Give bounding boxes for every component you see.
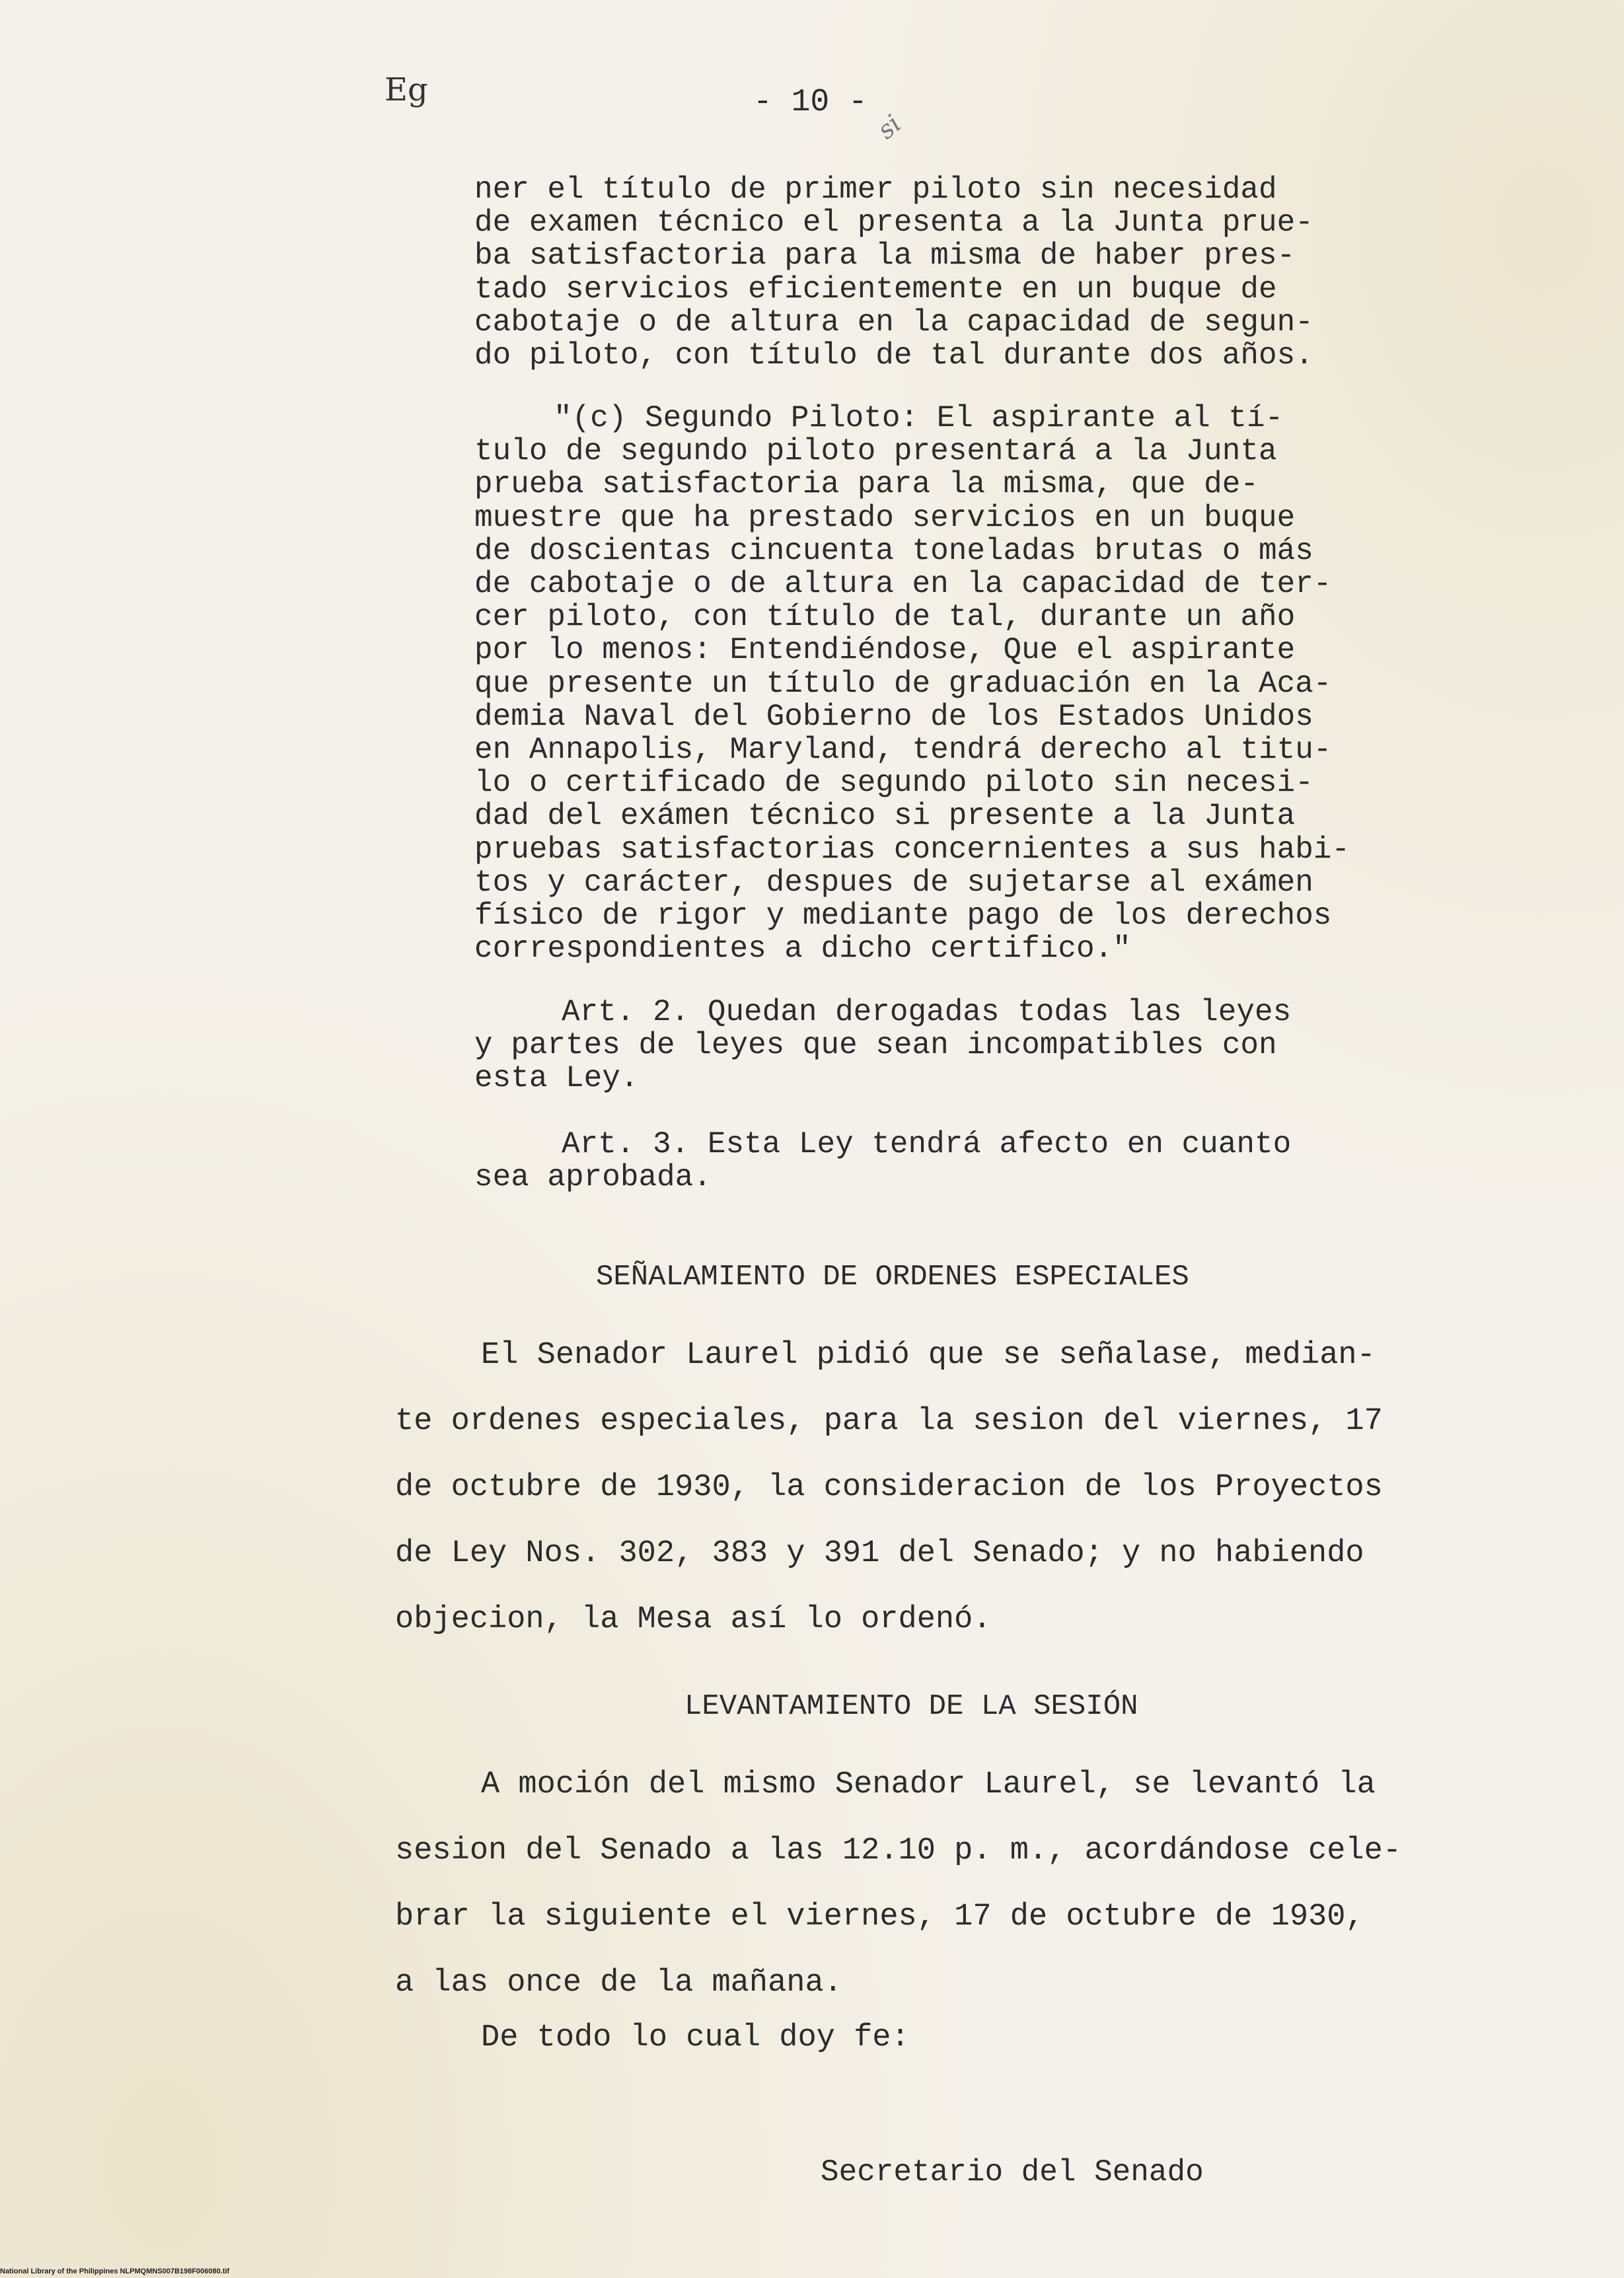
text-line: en Annapolis, Maryland, tendrá derecho al titu- (474, 733, 1332, 768)
text-line: objecion, la Mesa así lo ordenó. (395, 1602, 992, 1637)
text-line: de examen técnico el presenta a la Junta prue- (474, 205, 1313, 240)
text-line: muestre que ha prestado servicios en un buque (474, 500, 1296, 535)
paragraph-levantamiento (395, 1752, 1401, 2016)
text-line: Art. 2. Quedan derogadas todas las leyes (562, 995, 1292, 1029)
text-line: do piloto, con título de tal durante dos años. (474, 338, 1313, 373)
archive-footer: National Library of the Philippines NLPMQMNS007B198F006080.tif (0, 2267, 230, 2275)
text-line: por lo menos: Entendiéndose, Que el aspirante (474, 633, 1296, 668)
paragraph-ordenes-especiales (395, 1323, 1383, 1653)
text-line: a las once de la mañana. (395, 1966, 842, 2001)
text-line: El Senador Laurel pidió que se señalase, median- (481, 1338, 1376, 1373)
text-line: esta Ley. (474, 1061, 639, 1096)
page-number: - 10 - (753, 85, 867, 120)
text-line: brar la siguiente el viernes, 17 de octubre de 1930, (395, 1899, 1364, 1934)
text-line: correspondientes a dicho certifico." (474, 932, 1131, 967)
typist-initials: Eg (385, 71, 428, 108)
text-line: ner el título de primer piloto sin necesidad (474, 172, 1277, 207)
paragraph-2 (474, 402, 1350, 965)
text-line: tulo de segundo piloto presentará a la Junta (474, 434, 1277, 469)
signature-title: Secretario del Senado (821, 2155, 1204, 2189)
text-line: prueba satisfactoria para la misma, que de- (474, 467, 1259, 502)
text-line: Art. 3. Esta Ley tendrá afecto en cuanto (562, 1127, 1292, 1161)
section-heading-ordenes-especiales: SEÑALAMIENTO DE ORDENES ESPECIALES (596, 1261, 1189, 1294)
text-line: que presente un título de graduación en la Aca- (474, 666, 1332, 701)
text-line: "(c) Segundo Piloto: El aspirante al tí- (554, 401, 1284, 435)
text-line: demia Naval del Gobierno de los Estados Unidos (474, 699, 1313, 734)
text-line: dad del exámen técnico si presente a la Junta (474, 799, 1296, 834)
text-line: de cabotaje o de altura en la capacidad de ter- (474, 567, 1332, 602)
text-line: pruebas satisfactorias concernientes a sus habi- (474, 832, 1350, 867)
text-line: de Ley Nos. 302, 383 y 391 del Senado; y no habiendo (395, 1536, 1364, 1571)
text-line: te ordenes especiales, para la sesion del viernes, 17 (395, 1404, 1383, 1439)
paragraph-article-3 (474, 1128, 1291, 1194)
text-line: tos y carácter, despues de sujetarse al exámen (474, 865, 1313, 900)
paragraph-1 (474, 173, 1313, 372)
text-line: sea aprobada. (474, 1160, 712, 1195)
text-line: físico de rigor y mediante pago de los derechos (474, 899, 1332, 934)
text-line: tado servicios eficientemente en un buque de (474, 272, 1277, 307)
text-line: de octubre de 1930, la consideracion de los Proyectos (395, 1470, 1383, 1505)
text-line: ba satisfactoria para la misma de haber pres- (474, 239, 1296, 274)
text-line: lo o certificado de segundo piloto sin necesi- (474, 766, 1313, 801)
closing-statement: De todo lo cual doy fe: (481, 2020, 910, 2055)
text-line: y partes de leyes que sean incompatibles con (474, 1028, 1277, 1063)
section-heading-levantamiento: LEVANTAMIENTO DE LA SESIÓN (684, 1690, 1138, 1723)
text-line: sesion del Senado a las 12.10 p. m., acordándose cele- (395, 1833, 1402, 1868)
text-line: cabotaje o de altura en la capacidad de segun- (474, 305, 1313, 340)
paragraph-article-2 (474, 996, 1291, 1095)
pencil-annotation: si (871, 108, 907, 145)
text-line: de doscientas cincuenta toneladas brutas o más (474, 533, 1313, 568)
text-line: cer piloto, con título de tal, durante un año (474, 600, 1296, 635)
text-line: A moción del mismo Senador Laurel, se levantó la (481, 1767, 1376, 1802)
